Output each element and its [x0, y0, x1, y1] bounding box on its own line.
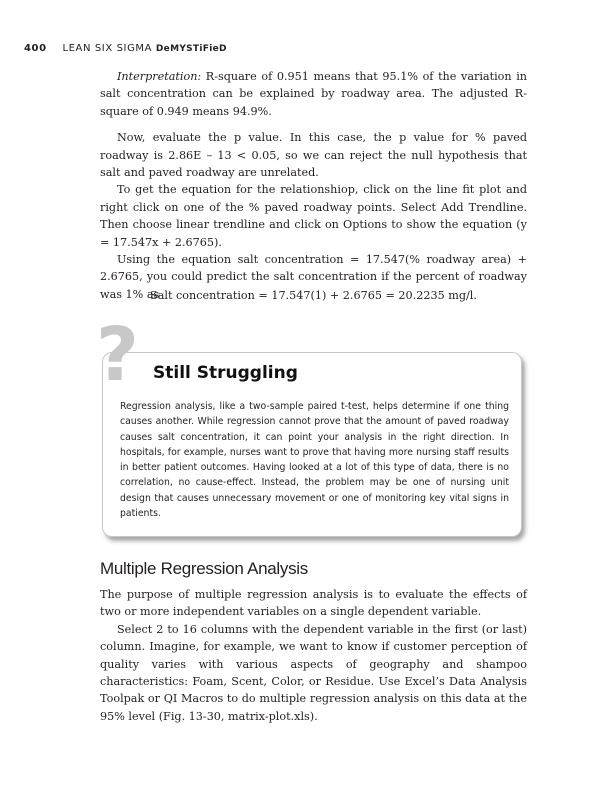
interpretation-text: R-square of 0.951 means that 95.1% of the variation in salt concentration can be explained by roadway area. The adjusted R-square of 0.949 means 94.9%.: [100, 70, 527, 118]
p-value-paragraph: Now, evaluate the p value. In this case, the p value for % paved roadway is 2.86E – 13 < 0.05, so we can reject the null hypothesis that salt and paved roadway are unrelated.: [100, 131, 527, 180]
trendline-paragraph: To get the equation for the relationshiop, click on the line fit plot and right click on one of the % paved roadway points. Select Add Trendline. Then choose linear trendline and click on Options to show the equation (y = 17.547x + 2.6765).: [100, 183, 527, 249]
prediction-paragraph: Using the equation salt concentration = 17.547(% roadway area) + 2.6765, you could predict the salt concentration if the percent of roadway was 1% as: [100, 253, 527, 301]
question-mark-icon: ?: [96, 312, 139, 398]
running-header: [24, 43, 227, 54]
book-title-suffix: DeMYSTiFieD: [155, 44, 227, 54]
body-text-top: [100, 68, 527, 303]
purpose-paragraph: The purpose of multiple regression analysis is to evaluate the effects of two or more independent variables on a single dependent variable.: [100, 588, 527, 619]
columns-paragraph: Select 2 to 16 columns with the dependent variable in the first (or last) column. Imagine, for example, we want to know if customer perception of quality varies with various aspects of geography and shampoo characteristics: Foam, Scent, Color, or Residue. Use Excel’s Data Analysis Toolpak or QI Macros to do multiple regression analysis on this data at the 95% level (Fig. 13-30, matrix-plot.xls).: [100, 622, 527, 723]
interpretation-paragraph: [100, 68, 527, 120]
salt-equation: Salt concentration = 17.547(1) + 2.6765 = 20.2235 mg/l.: [150, 289, 477, 302]
interpretation-lead: Interpretation:: [117, 70, 202, 83]
book-title: LEAN SIX SIGMA: [62, 43, 153, 54]
page-number: 400: [24, 43, 47, 54]
section-heading: Multiple Regression Analysis: [100, 559, 308, 578]
still-struggling-box: [102, 352, 522, 537]
body-text-bottom: [100, 586, 527, 725]
still-struggling-text: Regression analysis, like a two-sample paired t-test, helps determine if one thing causes another. While regression cannot prove that the amount of paved roadway causes salt concentration, it can point your analysis in the right direction. In hospitals, for example, nurses want to prove that having more nursing staff results in better patient outcomes. Having looked at a lot of this type of data, there is no correlation, no cause-effect. Instead, the problem may be one of nursing unit design that causes unnecessary movement or one of monitoring key vital signs in patients.: [120, 401, 509, 520]
still-struggling-title: Still Struggling: [153, 363, 298, 383]
